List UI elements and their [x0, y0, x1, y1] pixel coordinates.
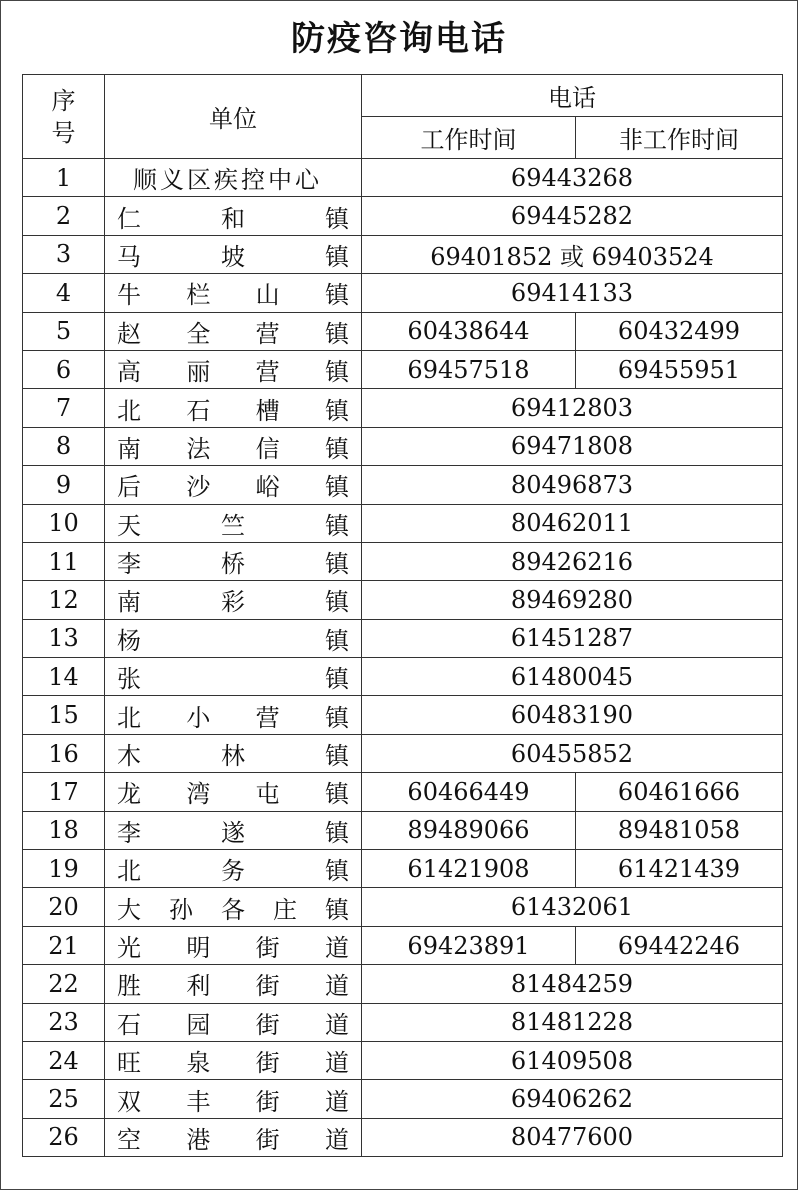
row-unit: 石 园 街 道 — [105, 1003, 362, 1041]
table-body — [23, 159, 783, 1157]
table-row — [23, 427, 783, 465]
row-seq: 17 — [23, 773, 105, 811]
row-seq: 20 — [23, 888, 105, 926]
row-seq: 18 — [23, 811, 105, 849]
row-seq: 3 — [23, 235, 105, 273]
row-phone: 69414133 — [362, 274, 783, 312]
table-row — [23, 312, 783, 350]
row-seq: 25 — [23, 1080, 105, 1118]
row-seq: 7 — [23, 389, 105, 427]
row-seq: 9 — [23, 466, 105, 504]
table-row — [23, 1003, 783, 1041]
table-row — [23, 773, 783, 811]
table-row — [23, 1118, 783, 1156]
row-seq: 11 — [23, 542, 105, 580]
header-unit: 单位 — [105, 75, 362, 159]
header-nonwork-time: 非工作时间 — [576, 117, 783, 159]
row-phone: 69471808 — [362, 427, 783, 465]
table-row — [23, 1041, 783, 1079]
row-seq: 12 — [23, 581, 105, 619]
row-phone: 69412803 — [362, 389, 783, 427]
row-unit: 北 务 镇 — [105, 850, 362, 888]
table-row — [23, 734, 783, 772]
row-unit: 杨 镇 — [105, 619, 362, 657]
table-row — [23, 581, 783, 619]
row-phone: 89469280 — [362, 581, 783, 619]
row-phone-work: 60438644 — [362, 312, 576, 350]
row-unit: 李 遂 镇 — [105, 811, 362, 849]
row-phone: 61451287 — [362, 619, 783, 657]
row-phone-work: 69423891 — [362, 926, 576, 964]
row-phone: 69443268 — [362, 159, 783, 197]
row-phone: 60455852 — [362, 734, 783, 772]
row-unit: 仁 和 镇 — [105, 197, 362, 235]
row-seq: 5 — [23, 312, 105, 350]
table-row — [23, 888, 783, 926]
table-row — [23, 965, 783, 1003]
row-phone-nonwork: 60461666 — [576, 773, 783, 811]
row-unit: 李 桥 镇 — [105, 542, 362, 580]
table-row — [23, 466, 783, 504]
row-unit: 北 石 槽 镇 — [105, 389, 362, 427]
row-phone: 69406262 — [362, 1080, 783, 1118]
header-phone: 电话 — [362, 75, 783, 117]
row-unit: 空 港 街 道 — [105, 1118, 362, 1156]
row-unit: 南 法 信 镇 — [105, 427, 362, 465]
table-row — [23, 274, 783, 312]
row-seq: 10 — [23, 504, 105, 542]
row-phone-nonwork: 61421439 — [576, 850, 783, 888]
row-phone: 61480045 — [362, 658, 783, 696]
row-seq: 2 — [23, 197, 105, 235]
row-phone: 60483190 — [362, 696, 783, 734]
row-unit: 高 丽 营 镇 — [105, 350, 362, 388]
row-unit: 马 坡 镇 — [105, 235, 362, 273]
row-seq: 26 — [23, 1118, 105, 1156]
phone-table — [22, 74, 783, 1157]
row-phone-nonwork: 69455951 — [576, 350, 783, 388]
row-seq: 6 — [23, 350, 105, 388]
row-phone: 61432061 — [362, 888, 783, 926]
row-seq: 22 — [23, 965, 105, 1003]
row-seq: 24 — [23, 1041, 105, 1079]
row-unit: 后 沙 峪 镇 — [105, 466, 362, 504]
table-row — [23, 658, 783, 696]
table-row — [23, 619, 783, 657]
row-seq: 14 — [23, 658, 105, 696]
row-unit: 天 竺 镇 — [105, 504, 362, 542]
row-unit: 旺 泉 街 道 — [105, 1041, 362, 1079]
header-work-time: 工作时间 — [362, 117, 576, 159]
row-seq: 15 — [23, 696, 105, 734]
row-phone: 81481228 — [362, 1003, 783, 1041]
row-unit: 光 明 街 道 — [105, 926, 362, 964]
row-unit: 张 镇 — [105, 658, 362, 696]
header-seq-label: 序号 — [51, 86, 76, 147]
row-phone-nonwork: 89481058 — [576, 811, 783, 849]
row-seq: 8 — [23, 427, 105, 465]
row-seq: 1 — [23, 159, 105, 197]
row-unit: 龙 湾 屯 镇 — [105, 773, 362, 811]
row-phone: 69401852 或 69403524 — [362, 235, 783, 273]
row-seq: 23 — [23, 1003, 105, 1041]
row-seq: 21 — [23, 926, 105, 964]
row-phone-nonwork: 60432499 — [576, 312, 783, 350]
row-phone: 80496873 — [362, 466, 783, 504]
table-row — [23, 850, 783, 888]
row-unit: 北 小 营 镇 — [105, 696, 362, 734]
row-phone: 80462011 — [362, 504, 783, 542]
row-unit: 双 丰 街 道 — [105, 1080, 362, 1118]
table-row — [23, 926, 783, 964]
row-seq: 13 — [23, 619, 105, 657]
table-row — [23, 504, 783, 542]
row-phone-work: 61421908 — [362, 850, 576, 888]
table-row — [23, 350, 783, 388]
table-row — [23, 811, 783, 849]
row-unit: 木 林 镇 — [105, 734, 362, 772]
row-seq: 19 — [23, 850, 105, 888]
row-phone-work: 89489066 — [362, 811, 576, 849]
row-phone: 61409508 — [362, 1041, 783, 1079]
table-row — [23, 542, 783, 580]
row-unit: 牛 栏 山 镇 — [105, 274, 362, 312]
row-phone-work: 60466449 — [362, 773, 576, 811]
table-row — [23, 235, 783, 273]
row-unit: 顺义区疾控中心 — [105, 159, 362, 197]
table-row — [23, 696, 783, 734]
row-unit: 大 孙 各 庄 镇 — [105, 888, 362, 926]
row-phone: 81484259 — [362, 965, 783, 1003]
row-phone-nonwork: 69442246 — [576, 926, 783, 964]
row-unit: 胜 利 街 道 — [105, 965, 362, 1003]
table-row — [23, 197, 783, 235]
page-title: 防疫咨询电话 — [291, 18, 507, 59]
row-phone: 69445282 — [362, 197, 783, 235]
row-unit: 南 彩 镇 — [105, 581, 362, 619]
row-phone-work: 69457518 — [362, 350, 576, 388]
table-row — [23, 389, 783, 427]
header-seq — [23, 75, 105, 159]
row-phone: 89426216 — [362, 542, 783, 580]
row-seq: 16 — [23, 734, 105, 772]
table-row — [23, 159, 783, 197]
row-phone: 80477600 — [362, 1118, 783, 1156]
row-unit: 赵 全 营 镇 — [105, 312, 362, 350]
row-seq: 4 — [23, 274, 105, 312]
header-row-1 — [23, 75, 783, 117]
table-row — [23, 1080, 783, 1118]
